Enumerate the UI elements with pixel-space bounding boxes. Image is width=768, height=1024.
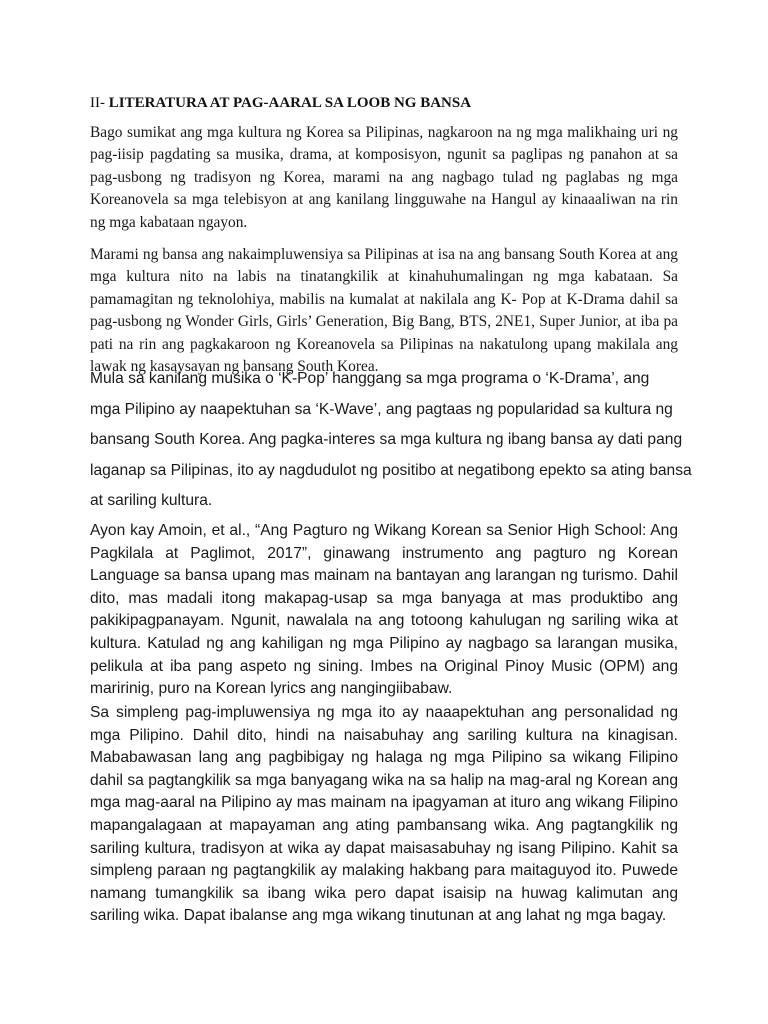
- paragraph-3-line: mga Pilipino ay naapektuhan sa ‘K-Wave’, ang pagtaas ng popularidad sa kultura ng: [90, 400, 673, 418]
- paragraph-3-line: at sariling kultura.: [90, 492, 213, 510]
- section-title: LITERATURA AT PAG-AARAL SA LOOB NG BANSA: [108, 95, 472, 111]
- paragraph-2: Marami ng bansa ang nakaimpluwensiya sa Pilipinas at isa na ang bansang South Korea at ang mga kultura nito na labis na tinatangkilik at kinahuhumalingan ng mga kabataan. Sa pamamagitan ng teknolohiya, mabilis na kumalat at nakilala ang K- Pop at K-Drama dahil sa pag-usbong ng Wonder Girls, Girls’ Generation, Big Bang, BTS, 2NE1, Super Junior, at iba pa pati na rin ang pagkakaroon ng Koreanovela sa Pilipinas na nakatulong upang makilala ang lawak ng kasaysayan ng bansang South Korea.: [90, 246, 678, 376]
- paragraph-5: Sa simpleng pag-impluwensiya ng mga ito ay naaapektuhan ang personalidad ng mga Pilipino. Dahil dito, hindi na naisabuhay ang sariling kultura na kinagisan. Mababawasan lang ang pagbibigay ng halaga ng mga Pilipino sa wikang Filipino dahil sa pagtangkilik sa mga banyagang wika na sa halip na mag-aral ng Korean ang mga mag-aaral na Pilipino ay mas mainam na ipagyaman at ituro ang wikang Filipino mapangalagaan at mapayaman ang ating pambansang wika. Ang pagtangkilik ng sariling kultura, tradisyon at wika ay dapat maisasabuhay ng isang Pilipino. Kahit sa simpleng paraan ng pagtangkilik ay malaking hakbang para maitaguyod ito. Puwede namang tumangkilik sa ibang wika pero dapat isaisip na huwag kalimutan ang sariling wika. Dapat ibalanse ang mga wikang tinutunan at ang lahat ng mga bagay.: [90, 704, 678, 925]
- paragraph-3: [90, 366, 690, 519]
- paragraph-3-line: Mula sa kanilang musika o ‘K-Pop’ hanggang sa mga programa o ‘K-Drama’, ang: [90, 370, 650, 387]
- section-heading: [90, 94, 690, 112]
- section-number: II-: [90, 95, 105, 111]
- paragraph-4: Ayon kay Amoin, et al., “Ang Pagturo ng Wikang Korean sa Senior High School: Ang Pagkilala at Paglimot, 2017”, ginawang instrumento ang pagturo ng Korean Language sa bansa upang mas mainam na bantayan ang larangan ng turismo. Dahil dito, mas madali itong makapag-usap sa mga banyaga at mas produktibo ang pakikipagpanayam. Ngunit, nawalala na ang totoong kahulugan ng sariling wika at kultura. Katulad ng ang kahiligan ng mga Pilipino ay nagbago sa larangan musika, pelikula at iba pang aspeto ng sining. Imbes na Original Pinoy Music (OPM) ang maririnig, puro na Korean lyrics ang nangingiibabaw.: [90, 522, 678, 698]
- paragraph-3-line: bansang South Korea. Ang pagka-interes sa mga kultura ng ibang bansa ay dati pang: [90, 431, 683, 449]
- paragraph-1: Bago sumikat ang mga kultura ng Korea sa Pilipinas, nagkaroon na ng mga malikhaing uri ng pag-iisip pagdating sa musika, drama, at komposisyon, ngunit sa paglipas ng panahon at sa pag-usbong ng tradisyon ng Korea, marami na ang nagbago tulad ng paglabas ng mga Koreanovela sa mga telebisyon at ang kanilang lingguwahe na Hangul ay kinaaaliwan na rin ng mga kabataan ngayon.: [90, 124, 678, 231]
- paragraph-3-line: laganap sa Pilipinas, ito ay nagdudulot ng positibo at negatibong epekto sa ating bansa: [90, 461, 692, 479]
